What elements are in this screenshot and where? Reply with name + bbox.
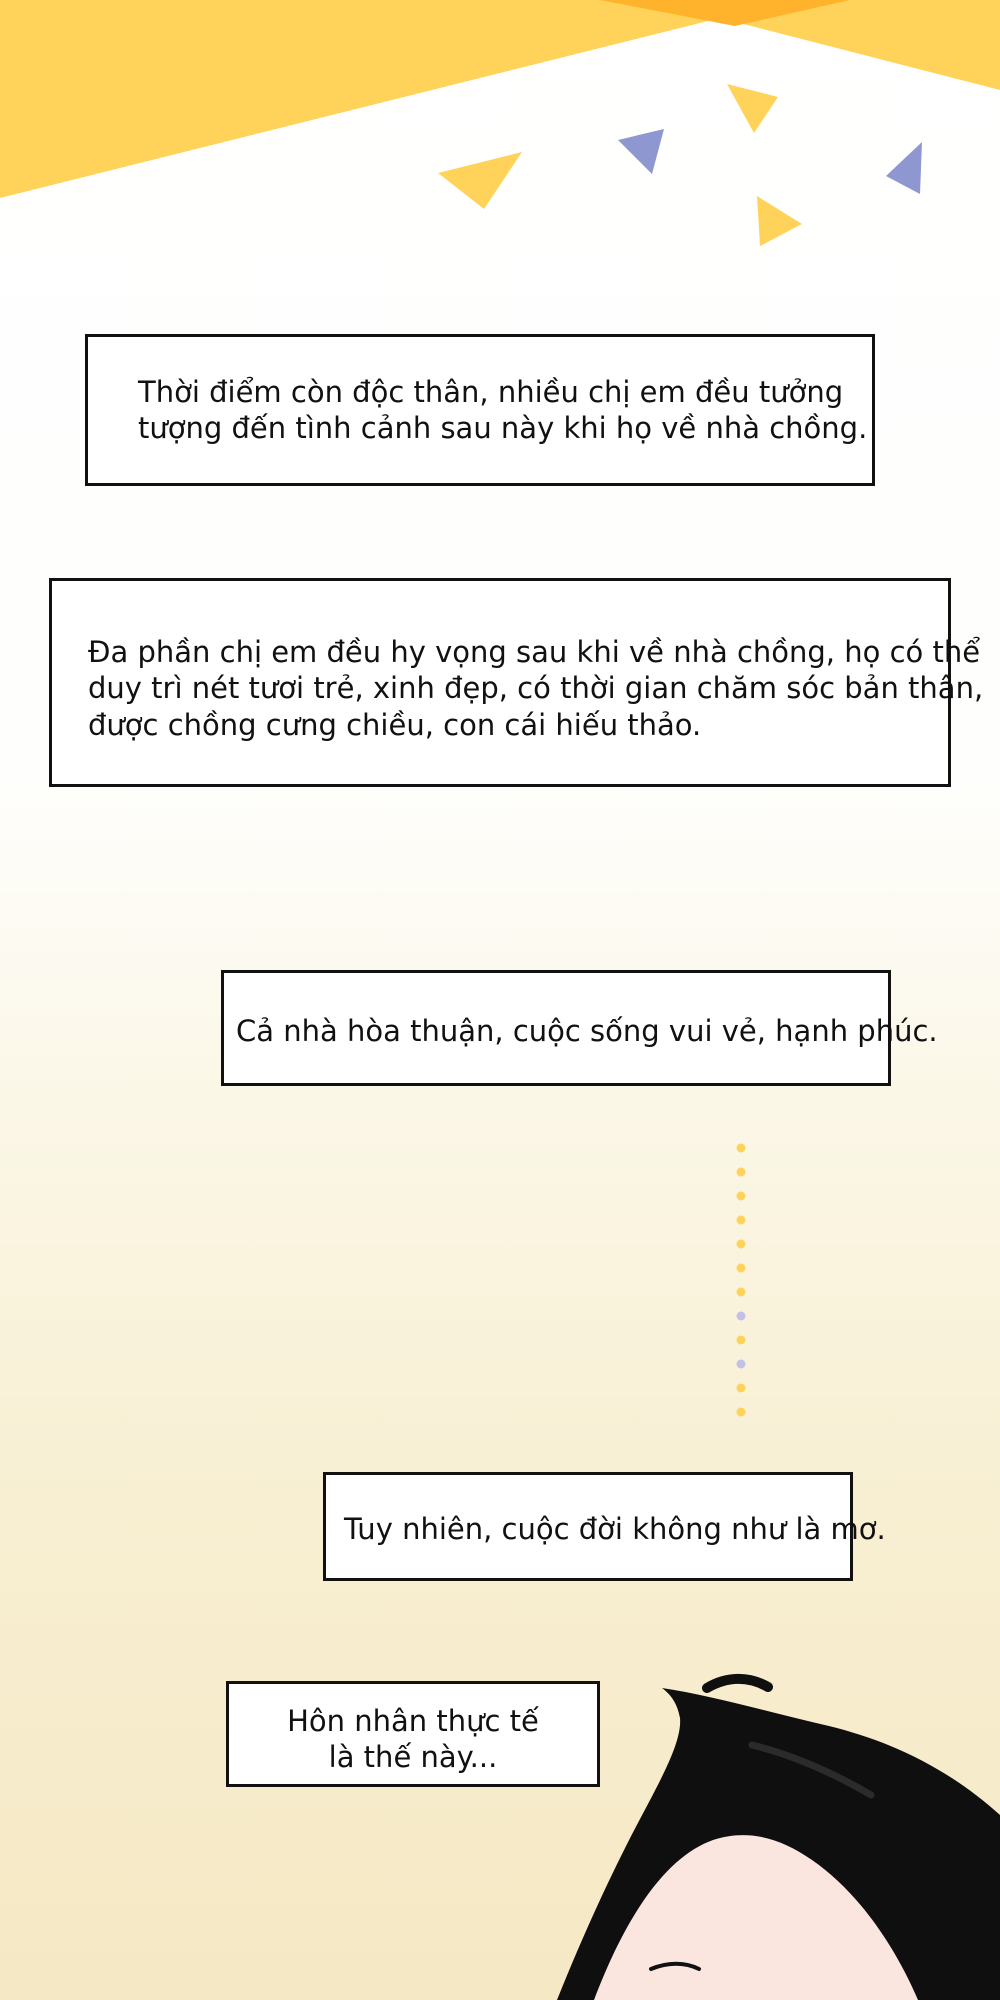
caption-box-marriage-reality (226, 1681, 600, 1787)
character-hair (557, 1688, 1000, 2000)
yellow-dot (737, 1240, 746, 1249)
confetti-yellow-right-bottom (757, 196, 802, 246)
caption-line: tượng đến tình cảnh sau này khi họ về nhà chồng. (138, 411, 868, 446)
caption-box-single-life (85, 334, 875, 486)
yellow-dot (737, 1192, 746, 1201)
caption-line: được chồng cưng chiều, con cái hiếu thảo. (88, 707, 702, 742)
lavender-dot (737, 1360, 746, 1369)
caption-box-expectations (49, 578, 984, 787)
confetti-yellow-left (438, 152, 522, 209)
confetti-periwinkle-right (886, 142, 922, 194)
lavender-dot (737, 1312, 746, 1321)
yellow-dot (737, 1216, 746, 1225)
caption-line: Hôn nhân thực tế (287, 1704, 539, 1738)
caption-box-harmony (221, 970, 938, 1086)
yellow-dot (737, 1408, 746, 1417)
caption-line: Cả nhà hòa thuận, cuộc sống vui vẻ, hạnh phúc. (236, 1014, 938, 1048)
character-face (560, 1761, 1000, 2000)
top-yellow-banner (0, 0, 1000, 198)
top-orange-highlight (600, 0, 850, 26)
caption-box-reality-check (323, 1472, 886, 1581)
caption-line: Đa phần chị em đều hy vọng sau khi về nhà chồng, họ có thể (88, 635, 981, 669)
caption-line: duy trì nét tươi trẻ, xinh đẹp, có thời gian chăm sóc bản thân, (88, 671, 984, 706)
yellow-dot (737, 1288, 746, 1297)
character-eye-stroke (651, 1964, 699, 1969)
caption-line: là thế này... (328, 1740, 498, 1775)
character-side-strand (707, 1679, 768, 1688)
caption-line: Tuy nhiên, cuộc đời không như là mơ. (344, 1512, 886, 1546)
yellow-dot (737, 1144, 746, 1153)
yellow-dot (737, 1336, 746, 1345)
yellow-dot (737, 1384, 746, 1393)
yellow-dot (737, 1264, 746, 1273)
confetti-periwinkle-center (618, 129, 664, 174)
yellow-dot (737, 1168, 746, 1177)
caption-line: Thời điểm còn độc thân, nhiều chị em đều tưởng (138, 375, 844, 409)
character-hair-shine (752, 1745, 871, 1795)
confetti-yellow-right-top (727, 84, 778, 133)
